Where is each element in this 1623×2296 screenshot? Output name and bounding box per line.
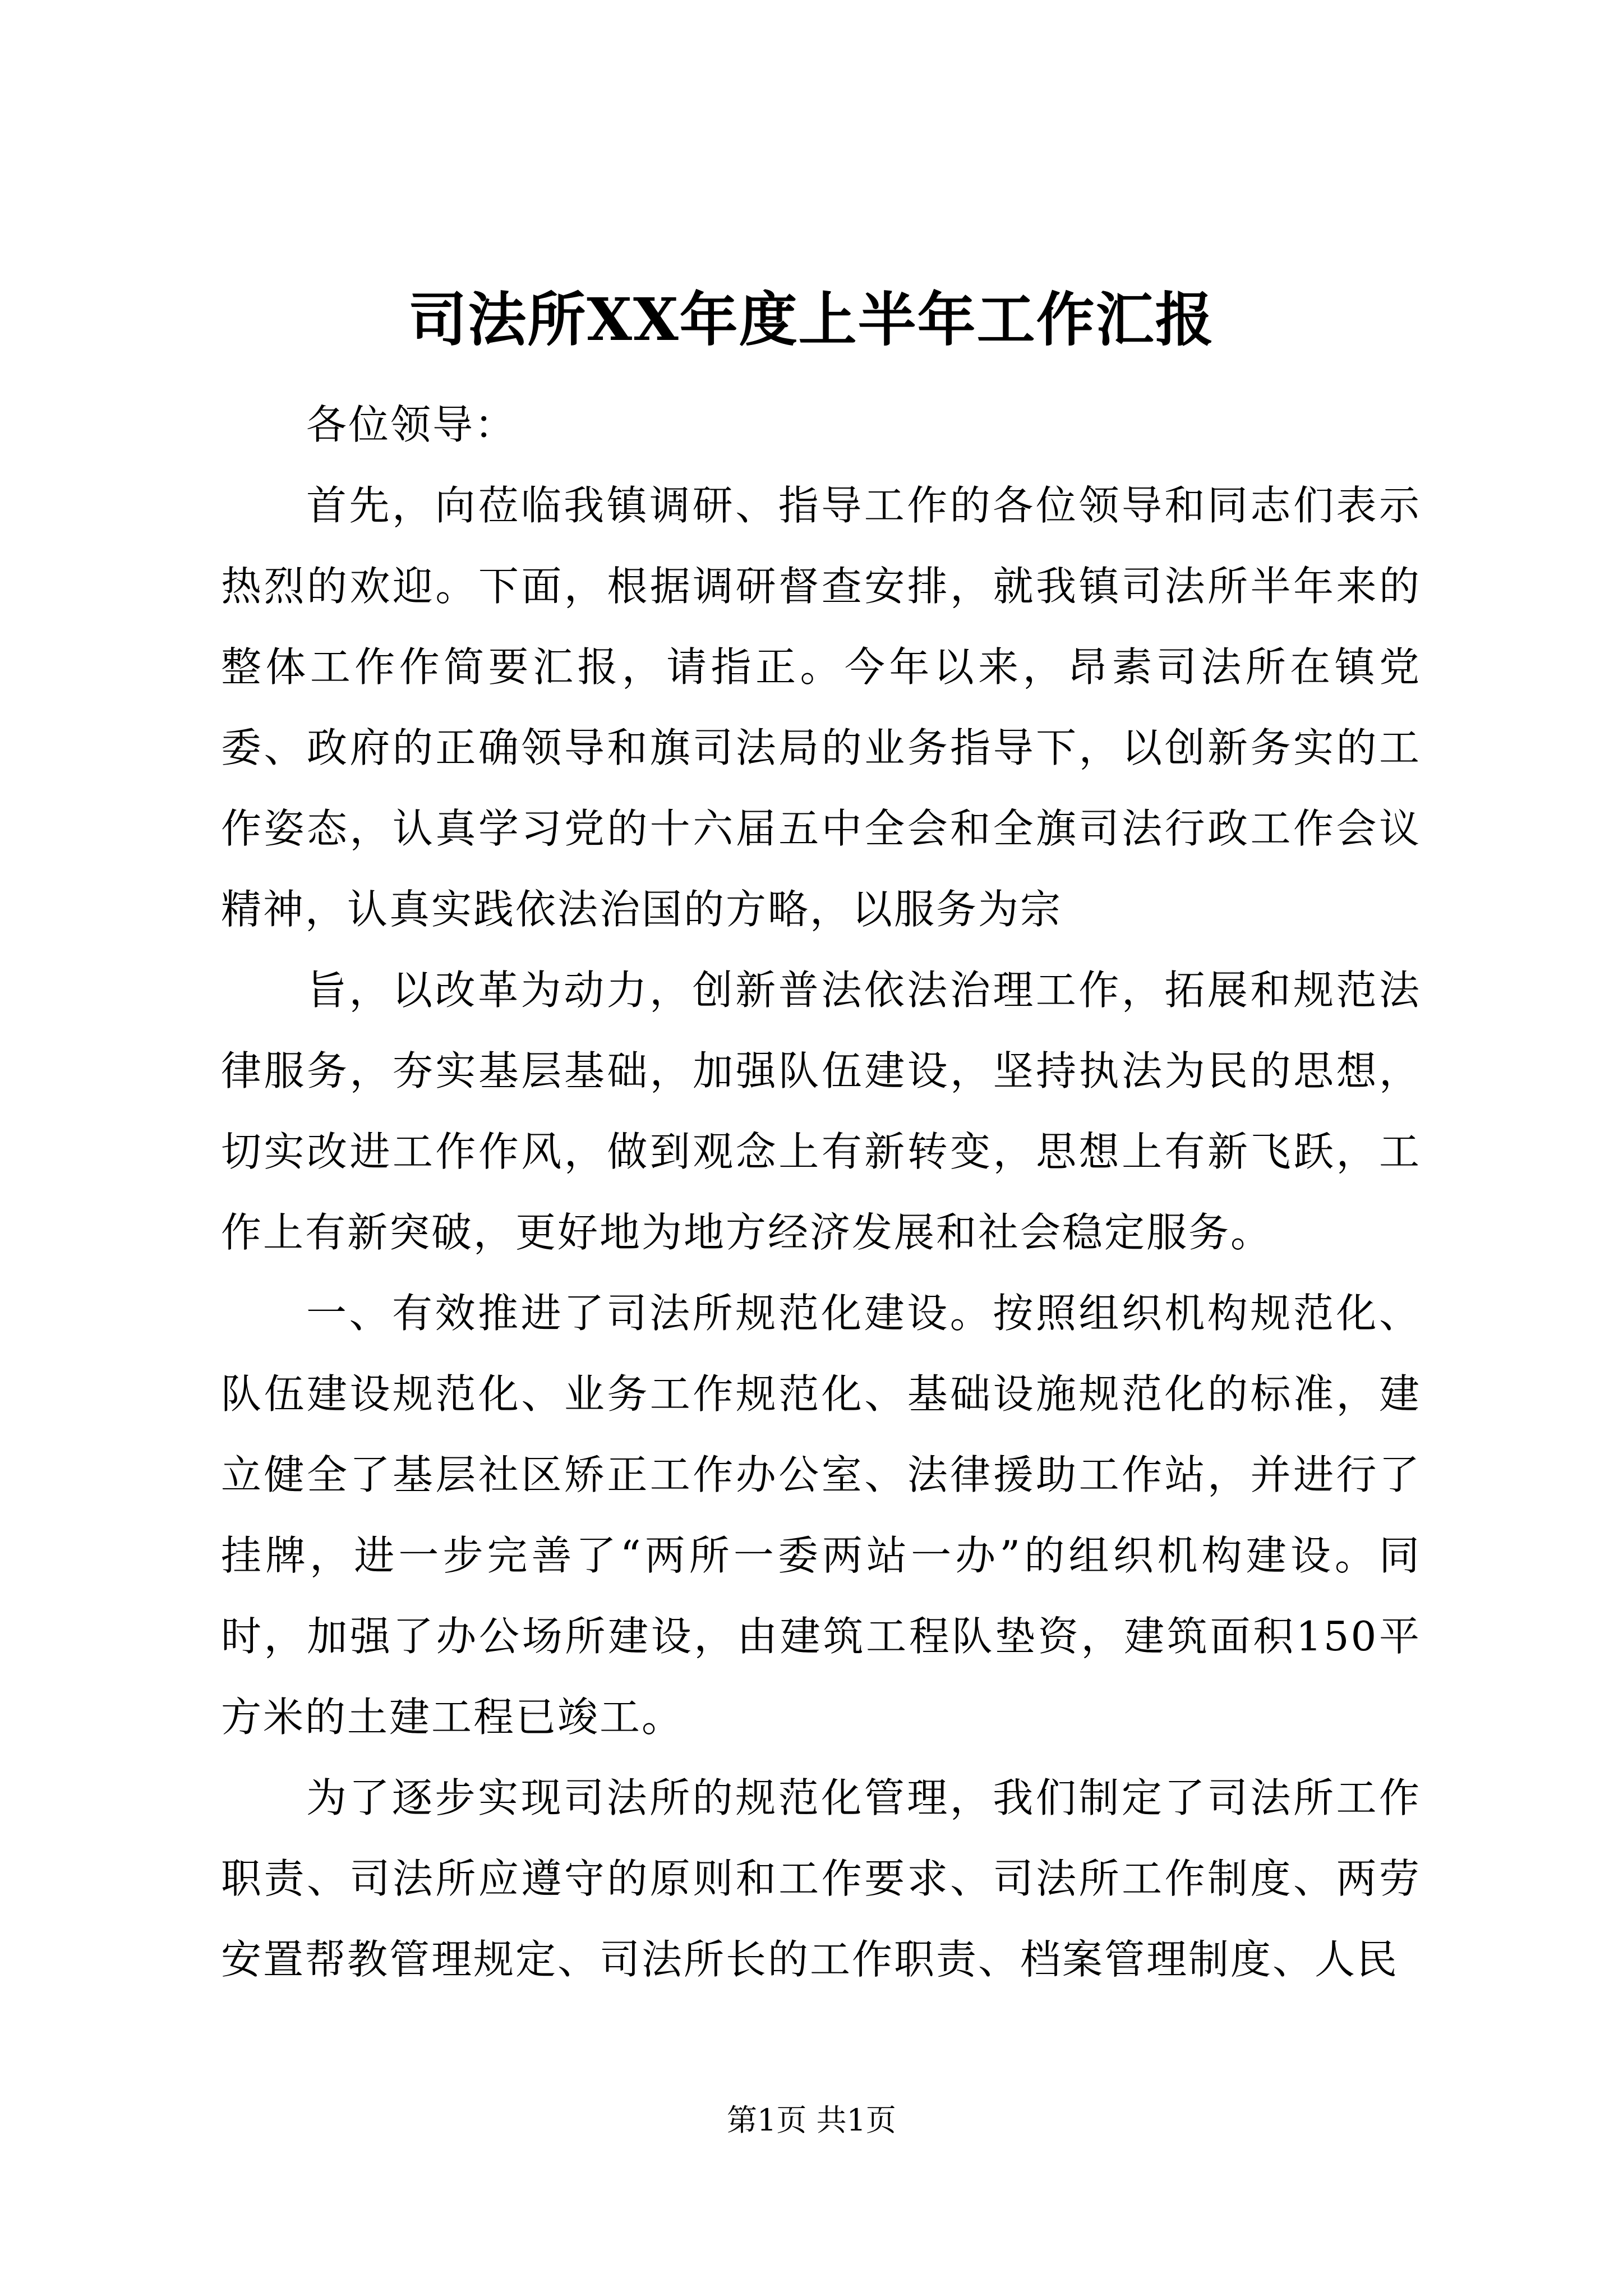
paragraph-2: 旨，以改革为动力，创新普法依法治理工作，拓展和规范法律服务，夯实基层基础，加强队伍建设，坚持执法为民的思想，切实改进工作作风，做到观念上有新转变，思想上有新飞跃，工作上有新突破，更好地为地方经济发展和社会稳定服务。: [221, 967, 1421, 1256]
salutation: 各位领导：: [306, 401, 517, 448]
page-footer: 第1页 共1页: [727, 2102, 896, 2138]
paragraph-1: 首先，向莅临我镇调研、指导工作的各位领导和同志们表示热烈的欢迎。下面，根据调研督查安排，就我镇司法所半年来的整体工作作简要汇报，请指正。今年以来，昂素司法所在镇党委、政府的正确领导和旗司法局的业务指导下，以创新务实的工作姿态，认真学习党的十六届五中全会和全旗司法行政工作会议精神，认真实践依法治国的方略，以服务为宗: [221, 482, 1421, 933]
paragraph-4: 为了逐步实现司法所的规范化管理，我们制定了司法所工作职责、司法所应遵守的原则和工作要求、司法所工作制度、两劳安置帮教管理规定、司法所长的工作职责、档案管理制度、人民: [221, 1774, 1421, 1983]
paragraph-3: 一、有效推进了司法所规范化建设。按照组织机构规范化、队伍建设规范化、业务工作规范化、基础设施规范化的标准，建立健全了基层社区矫正工作办公室、法律援助工作站，并进行了挂牌，进一步完善了“两所一委两站一办”的组织机构建设。同时，加强了办公场所建设，由建筑工程队垫资，建筑面积150平方米的土建工程已竣工。: [221, 1290, 1421, 1741]
document-title: 司法所XX年度上半年工作汇报: [408, 285, 1215, 354]
document-body: [221, 384, 1421, 2000]
